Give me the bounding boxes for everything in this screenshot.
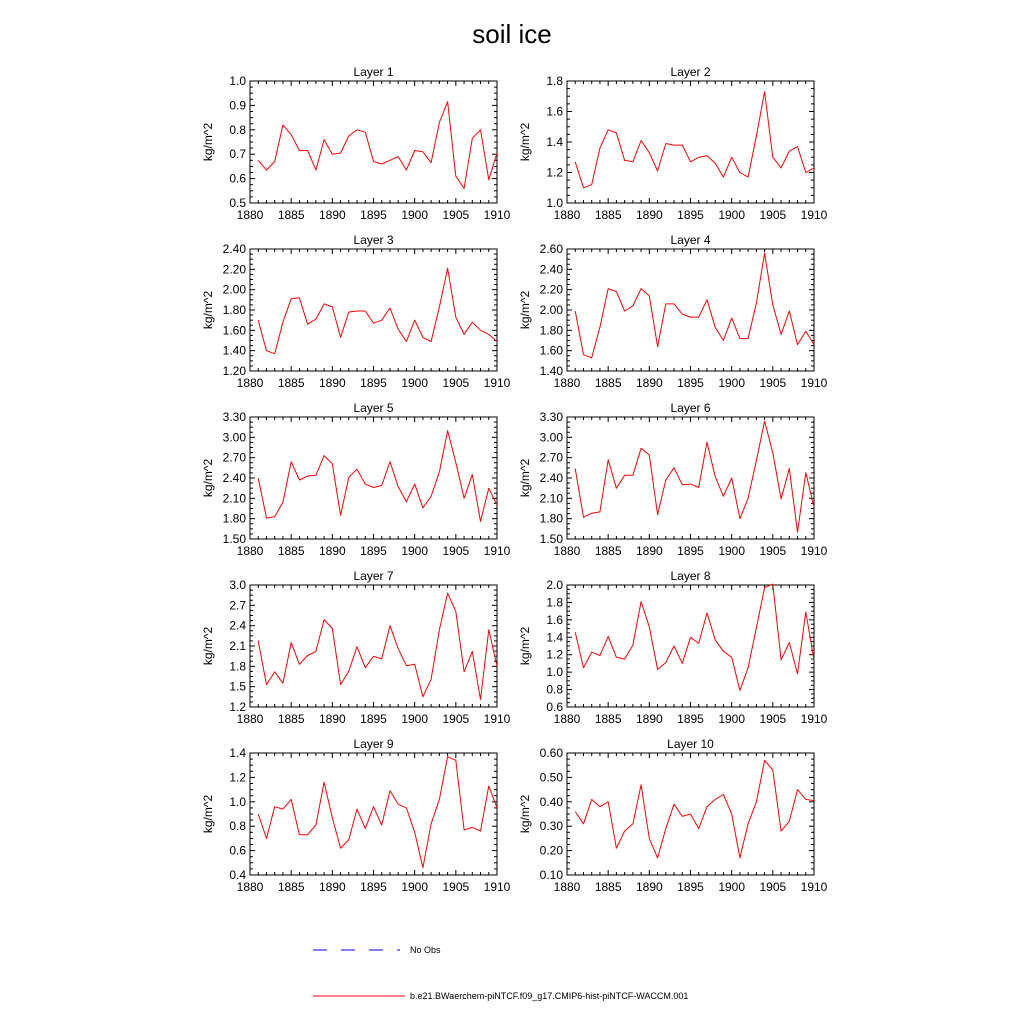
x-tick-label: 1905 [759,208,787,222]
y-axis-label: kg/m^2 [201,626,215,666]
series-line [575,760,814,858]
legend-model-label: b.e21.BWaerchem-piNTCF.f09_g17.CMIP6-hist-piNTCF-WACCM.001 [410,991,689,1001]
y-tick-label: 1.80 [222,303,246,317]
x-tick-label: 1885 [594,376,622,390]
y-tick-label: 1.80 [539,323,563,338]
series-line [258,431,497,522]
y-tick-label: 1.8 [229,659,246,674]
series-line [575,92,814,188]
x-tick-label: 1890 [318,712,346,726]
panel-4 [518,233,828,390]
y-tick-label: 1.80 [222,511,246,526]
x-tick-label: 1880 [553,376,581,390]
y-tick-label: 2.60 [539,242,563,256]
x-tick-label: 1905 [442,544,470,558]
plot-frame [250,417,497,539]
y-tick-label: 3.30 [539,410,563,424]
y-tick-label: 2.40 [539,471,563,485]
y-axis-label: kg/m^2 [518,794,532,834]
y-tick-label: 0.6 [229,171,246,186]
y-tick-label: 1.80 [539,511,563,526]
y-tick-label: 2.10 [539,491,563,506]
y-tick-label: 2.20 [222,262,246,277]
x-tick-label: 1895 [360,208,387,222]
x-tick-label: 1900 [718,376,746,390]
x-tick-label: 1885 [277,880,305,894]
panel-title: Layer 8 [670,569,711,583]
y-tick-label: 3.00 [539,430,563,445]
x-tick-label: 1900 [401,376,429,390]
y-tick-label: 1.4 [546,630,563,645]
panel-title: Layer 5 [353,401,394,415]
x-tick-label: 1885 [594,880,622,894]
y-axis-label: kg/m^2 [201,794,215,834]
y-tick-label: 0.9 [229,98,246,113]
x-tick-label: 1900 [401,712,429,726]
y-tick-label: 1.0 [229,74,246,88]
y-tick-label: 1.2 [229,700,246,714]
plot-frame [250,585,497,707]
chart-title: soil ice [472,19,552,49]
panel-title: Layer 6 [670,401,711,415]
y-tick-label: 0.6 [546,700,563,714]
y-tick-label: 1.50 [222,532,246,546]
y-tick-label: 2.70 [539,450,563,465]
panel-6 [518,401,828,558]
y-tick-label: 3.0 [229,578,246,592]
y-tick-label: 0.7 [229,147,246,162]
panel-10 [518,737,828,894]
x-tick-label: 1880 [553,880,581,894]
series-line [575,421,814,532]
x-tick-label: 1895 [677,544,704,558]
series-line [258,102,497,189]
x-tick-label: 1885 [594,208,622,222]
x-tick-label: 1910 [800,880,828,894]
y-tick-label: 2.7 [229,598,246,613]
x-tick-label: 1910 [800,544,828,558]
y-tick-label: 1.40 [539,364,563,378]
panel-title: Layer 3 [353,233,394,247]
x-tick-label: 1880 [553,544,581,558]
x-tick-label: 1880 [236,376,264,390]
y-axis-label: kg/m^2 [201,458,215,498]
y-tick-label: 1.8 [546,595,563,610]
x-tick-label: 1910 [800,376,828,390]
x-tick-label: 1885 [594,544,622,558]
x-tick-label: 1885 [594,712,622,726]
y-tick-label: 3.00 [222,430,246,445]
series-line [258,268,497,353]
x-tick-label: 1900 [718,544,746,558]
panel-1 [201,65,511,222]
x-tick-label: 1880 [236,544,264,558]
y-tick-label: 2.20 [539,282,563,297]
x-tick-label: 1905 [442,376,470,390]
y-tick-label: 0.5 [229,196,246,210]
y-tick-label: 1.6 [546,612,563,627]
x-tick-label: 1910 [800,208,828,222]
x-tick-label: 1880 [553,712,581,726]
series-line [575,584,814,690]
x-tick-label: 1885 [277,544,305,558]
x-tick-label: 1885 [277,208,305,222]
y-tick-label: 2.4 [229,618,246,633]
y-tick-label: 1.2 [546,647,563,662]
panel-title: Layer 10 [667,737,714,751]
y-tick-label: 1.4 [546,135,563,149]
y-tick-label: 1.2 [546,165,563,180]
panel-title: Layer 1 [353,65,394,79]
series-line [575,253,814,358]
y-tick-label: 0.50 [539,770,563,785]
x-tick-label: 1880 [236,712,264,726]
y-axis-label: kg/m^2 [201,290,215,330]
x-tick-label: 1910 [483,208,511,222]
x-tick-label: 1905 [759,712,787,726]
x-tick-label: 1890 [635,544,663,558]
series-line [258,593,497,699]
x-tick-label: 1895 [677,208,704,222]
y-tick-label: 1.8 [546,74,563,88]
panel-8 [518,569,828,726]
x-tick-label: 1900 [401,208,429,222]
plot-frame [250,753,497,875]
panel-title: Layer 2 [670,65,711,79]
y-tick-label: 2.40 [222,471,246,485]
y-tick-label: 0.8 [229,819,246,834]
y-tick-label: 0.10 [539,868,563,882]
y-tick-label: 2.40 [539,262,563,277]
x-tick-label: 1895 [677,880,704,894]
x-tick-label: 1890 [635,208,663,222]
y-tick-label: 1.40 [222,343,246,358]
panel-grid [201,65,828,894]
x-tick-label: 1910 [483,712,511,726]
y-tick-label: 1.60 [222,323,246,338]
x-tick-label: 1880 [236,880,264,894]
x-tick-label: 1895 [360,544,387,558]
y-tick-label: 1.60 [539,343,563,358]
x-tick-label: 1880 [553,208,581,222]
y-axis-label: kg/m^2 [518,290,532,330]
y-tick-label: 1.0 [546,665,563,680]
legend-obs-label: No Obs [410,945,441,955]
x-tick-label: 1890 [318,880,346,894]
legend [313,945,688,1001]
series-line [258,757,497,868]
y-tick-label: 1.0 [229,794,246,809]
x-tick-label: 1910 [483,544,511,558]
x-tick-label: 1895 [677,712,704,726]
x-tick-label: 1890 [635,376,663,390]
x-tick-label: 1895 [360,880,387,894]
y-tick-label: 1.6 [546,104,563,119]
y-tick-label: 0.40 [539,794,563,809]
y-tick-label: 2.00 [222,282,246,297]
x-tick-label: 1900 [401,880,429,894]
y-tick-label: 2.1 [229,639,246,653]
panel-9 [201,737,511,894]
y-tick-label: 2.40 [222,242,246,256]
x-tick-label: 1890 [318,376,346,390]
x-tick-label: 1895 [360,376,387,390]
x-tick-label: 1885 [277,376,305,390]
panel-3 [201,233,511,390]
x-tick-label: 1885 [277,712,305,726]
x-tick-label: 1890 [318,544,346,558]
y-axis-label: kg/m^2 [201,122,215,162]
x-tick-label: 1905 [442,712,470,726]
x-tick-label: 1900 [401,544,429,558]
y-tick-label: 0.8 [546,682,563,697]
x-tick-label: 1905 [759,544,787,558]
panel-7 [201,569,511,726]
panel-title: Layer 7 [353,569,394,583]
plot-frame [567,81,814,203]
y-tick-label: 1.2 [229,770,246,785]
x-tick-label: 1890 [635,712,663,726]
y-tick-label: 1.0 [546,196,563,210]
y-tick-label: 2.10 [222,491,246,506]
y-tick-label: 0.4 [229,868,246,882]
x-tick-label: 1910 [800,712,828,726]
x-tick-label: 1890 [635,880,663,894]
x-tick-label: 1905 [442,880,470,894]
plot-frame [250,81,497,203]
x-tick-label: 1905 [759,880,787,894]
panel-5 [201,401,511,558]
y-tick-label: 0.6 [229,843,246,858]
panel-title: Layer 4 [670,233,711,247]
y-tick-label: 3.30 [222,410,246,424]
panel-2 [518,65,828,222]
y-axis-label: kg/m^2 [518,122,532,162]
y-tick-label: 2.70 [222,450,246,465]
x-tick-label: 1900 [718,712,746,726]
x-tick-label: 1905 [442,208,470,222]
panel-title: Layer 9 [353,737,394,751]
x-tick-label: 1895 [677,376,704,390]
y-tick-label: 0.8 [229,122,246,137]
y-tick-label: 2.00 [539,303,563,317]
y-tick-label: 1.5 [229,679,246,694]
y-tick-label: 2.0 [546,578,563,592]
y-axis-label: kg/m^2 [518,458,532,498]
x-tick-label: 1905 [759,376,787,390]
y-axis-label: kg/m^2 [518,626,532,666]
x-tick-label: 1910 [483,880,511,894]
y-tick-label: 0.60 [539,746,563,760]
y-tick-label: 0.30 [539,819,563,834]
x-tick-label: 1895 [360,712,387,726]
x-tick-label: 1890 [318,208,346,222]
x-tick-label: 1880 [236,208,264,222]
x-tick-label: 1900 [718,880,746,894]
x-tick-label: 1910 [483,376,511,390]
y-tick-label: 0.20 [539,843,563,858]
y-tick-label: 1.50 [539,532,563,546]
x-tick-label: 1900 [718,208,746,222]
y-tick-label: 1.20 [222,364,246,378]
y-tick-label: 1.4 [229,746,246,760]
